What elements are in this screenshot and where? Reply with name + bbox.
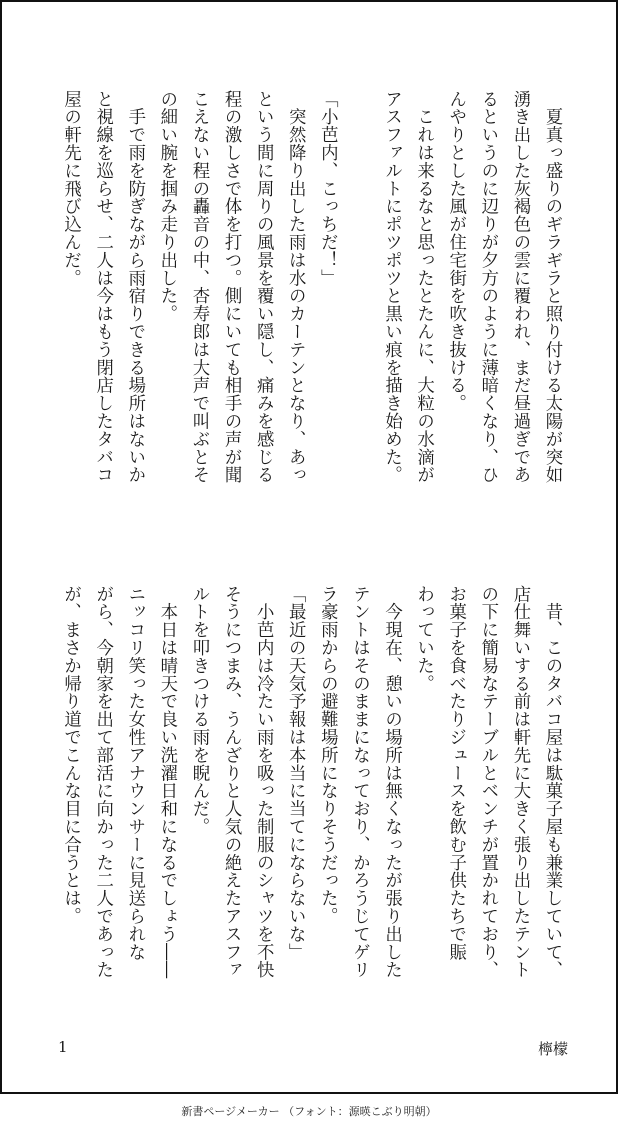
text-line: ニッコリ笑った女性アナウンサーに見送られな: [124, 585, 145, 961]
text-line: ルトを叩きつける雨を睨んだ。: [188, 585, 209, 836]
text-line: という間に周りの風景を覆い隠し、痛みを感じる: [253, 90, 274, 484]
text-line: 湧き出した灰褐色の雲に覆われ、まだ昼過ぎであ: [509, 90, 530, 484]
page-number: 1: [58, 1038, 68, 1056]
text-line: お菓子を食べたりジュースを飲む子供たちで賑: [445, 585, 466, 961]
text-line: が、まさか帰り道でこんな目に合うとは。: [60, 585, 81, 926]
text-line: 夏真っ盛りのギラギラと照り付ける太陽が突如: [542, 90, 562, 484]
text-line: 小芭内は冷たい雨を吸った制服のシャツを不快: [253, 585, 274, 979]
author-name: 檸檬: [537, 1040, 568, 1058]
text-line: るというのに辺りが夕方のように薄暗くなり、ひ: [477, 90, 498, 484]
text-line: 手で雨を防ぎながら雨宿りできる場所はないか: [124, 90, 145, 484]
text-line: んやりとした風が住宅街を吹き抜ける。: [445, 90, 466, 413]
text-block-lower: [55, 585, 569, 1025]
text-line: 突然降り出した雨は水のカーテンとなり、あっ: [285, 90, 306, 484]
text-line: テントはそのままになっており、かろうじてゲリ: [349, 585, 370, 979]
text-line: これは来るなと思ったとたんに、大粒の水滴が: [413, 90, 434, 484]
text-block-upper: [55, 90, 569, 530]
text-line: わっていた。: [413, 585, 434, 693]
text-line: アスファルトにポツポツと黒い痕を描き始めた。: [381, 90, 402, 484]
text-line: 店仕舞いする前は軒先に大きく張り出したテント: [509, 585, 530, 979]
text-line: 昔、このタバコ屋は駄菓子屋も兼業していて、: [542, 585, 562, 979]
text-line: こえない程の轟音の中、杏寿郎は大声で叫ぶとそ: [188, 90, 209, 484]
text-line: と視線を巡らせ、二人は今はもう閉店したタバコ: [92, 90, 113, 484]
text-line: 程の激しさで体を打つ。側にいても相手の声が聞: [221, 90, 242, 484]
text-line: 本日は晴天で良い洗濯日和になるでしょう――: [156, 585, 177, 979]
footer-credit: 新書ページメーカー （フォント：源暎こぶり明朝）: [181, 1105, 437, 1118]
text-line: 「最近の天気予報は本当に当てにならないな」: [285, 585, 306, 961]
text-line: ラ豪雨からの避難場所になりそうだった。: [317, 585, 338, 926]
text-line: 今現在、憩いの場所は無くなったが張り出した: [381, 585, 402, 979]
text-line: の細い腕を掴み走り出した。: [156, 90, 177, 323]
text-line: 屋の軒先に飛び込んだ。: [60, 90, 81, 287]
text-line: 「小芭内、こっちだ！」: [317, 90, 338, 287]
text-line: そうにつまみ、うんざりと人気の絶えたアスファ: [221, 585, 242, 979]
text-line: の下に簡易なテーブルとベンチが置かれており、: [477, 585, 498, 979]
text-line: がら、今朝家を出て部活に向かった二人であった: [92, 585, 113, 979]
